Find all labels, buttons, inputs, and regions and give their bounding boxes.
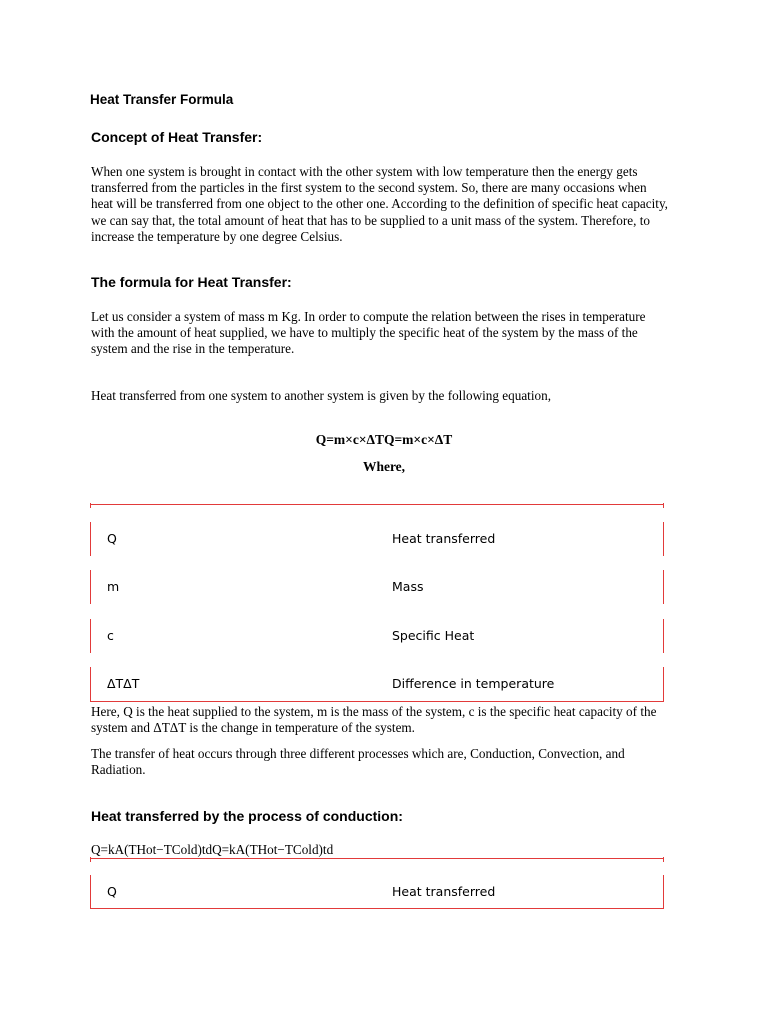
- table-row: [90, 667, 664, 701]
- heat-equation: Q=m×c×ΔTQ=m×c×ΔT: [315, 432, 453, 447]
- table-corner-left: [90, 857, 91, 862]
- table-bottom-border: [90, 701, 664, 702]
- explanation-paragraph-2: The transfer of heat occurs through three different processes which are, Conduction, Convection, and Radiation.: [91, 746, 625, 778]
- variable-meaning: Heat transferred: [392, 531, 496, 546]
- conduction-heading: Heat transferred by the process of conduction:: [91, 808, 403, 824]
- row-border-right: [663, 619, 664, 653]
- variable-meaning: Difference in temperature: [392, 676, 555, 691]
- table-row: [90, 619, 664, 653]
- table-corner-left: [90, 503, 91, 508]
- formula-paragraph-1: Let us consider a system of mass m Kg. In order to compute the relation between the rises in temperature with the amount of heat supplied, we have to multiply the specific heat of the system by the mass of the system and the rise in the temperature.: [91, 309, 646, 357]
- table-corner-right: [663, 857, 664, 862]
- row-border-left: [90, 619, 91, 653]
- table-row: [90, 875, 664, 909]
- where-label: Where,: [362, 459, 406, 474]
- row-border-left: [90, 667, 91, 701]
- conduction-equation: Q=kA(THot−TCold)tdQ=kA(THot−TCold)td: [91, 842, 334, 857]
- table-bottom-border: [90, 908, 664, 909]
- table-row: [90, 570, 664, 604]
- row-border-left: [90, 522, 91, 556]
- variable-symbol: Q: [107, 884, 117, 899]
- document-title: Heat Transfer Formula: [90, 92, 234, 107]
- variable-meaning: Specific Heat: [392, 628, 475, 643]
- variable-symbol: m: [107, 579, 120, 594]
- formula-heading: The formula for Heat Transfer:: [91, 274, 292, 290]
- table-top-border: [90, 858, 664, 859]
- row-border-left: [90, 570, 91, 604]
- table-corner-right: [663, 503, 664, 508]
- row-border-right: [663, 875, 664, 909]
- row-border-left: [90, 875, 91, 909]
- row-border-right: [663, 522, 664, 556]
- formula-paragraph-2: Heat transferred from one system to another system is given by the following equation,: [91, 388, 551, 403]
- variables-table: [90, 504, 664, 704]
- conduction-table: [90, 858, 664, 912]
- table-row: [90, 522, 664, 556]
- concept-paragraph: When one system is brought in contact with the other system with low temperature then the energy gets transferred from the particles in the first system to the second system. So, there are many occasions when heat will be transferred from one object to the other one. According to the definition of specific heat capacity, we can say that, the total amount of heat that has to be supplied to a unit mass of the system. Therefore, to increase the temperature by one degree Celsius.: [91, 164, 668, 244]
- table-top-border: [90, 504, 664, 505]
- variable-meaning: Mass: [392, 579, 424, 594]
- row-border-right: [663, 667, 664, 701]
- variable-symbol: Q: [107, 531, 117, 546]
- row-border-right: [663, 570, 664, 604]
- explanation-paragraph-1: Here, Q is the heat supplied to the system, m is the mass of the system, c is the specific heat capacity of the system and ΔTΔT is the change in temperature of the system.: [91, 704, 657, 736]
- variable-symbol: ΔTΔT: [107, 676, 140, 691]
- variable-symbol: c: [107, 628, 114, 643]
- concept-heading: Concept of Heat Transfer:: [91, 129, 263, 145]
- variable-meaning: Heat transferred: [392, 884, 496, 899]
